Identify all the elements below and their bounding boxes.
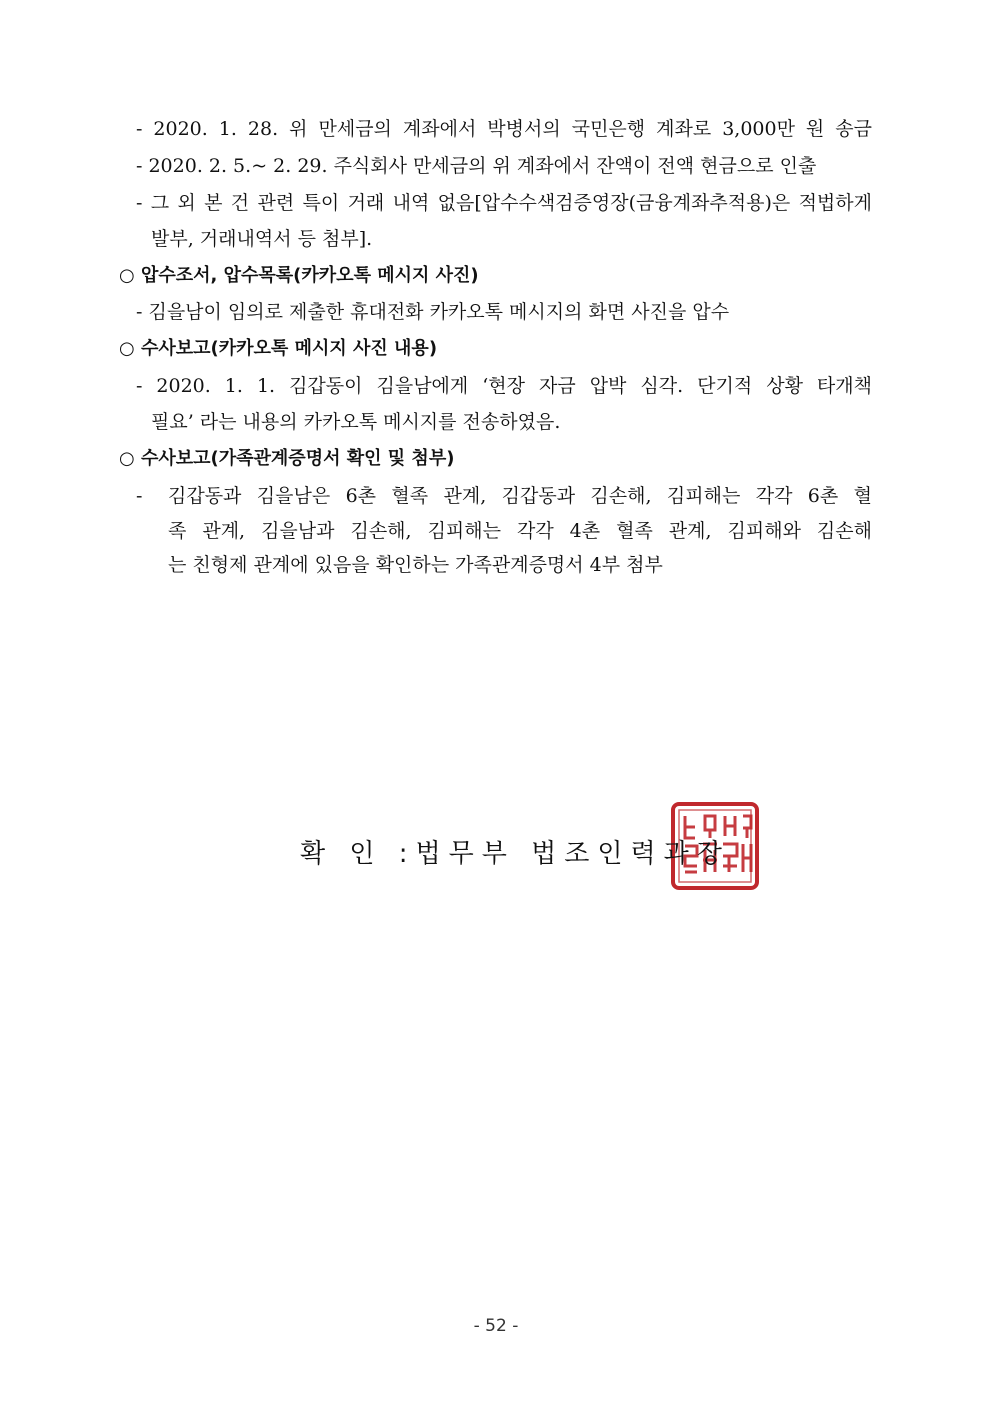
text-line-14: 는 친형제 관계에 있음을 확인하는 가족관계증명서 4부 첨부 [168, 554, 663, 576]
text-line-8: - 2020. 1. 1. 김갑동이 김을남에게 ‘현장 자금 압박 심각. 단기적 상황 타개책 [136, 375, 872, 397]
text-line-4: 발부, 거래내역서 등 첨부]. [151, 228, 373, 250]
text-line-2: - 2020. 2. 5.~ 2. 29. 주식회사 만세금의 위 계좌에서 잔액이 전액 현금으로 인출 [136, 155, 817, 177]
section-heading-family-report: ○ 수사보고(가족관계증명서 확인 및 첨부) [119, 448, 455, 469]
list-dash: - [136, 485, 143, 507]
section-heading-seizure: ○ 압수조서, 압수목록(카카오톡 메시지 사진) [119, 265, 479, 286]
text-line-6: - 김을남이 임의로 제출한 휴대전화 카카오톡 메시지의 화면 사진을 압수 [136, 301, 730, 323]
section-heading-kakao-report: ○ 수사보고(카카오톡 메시지 사진 내용) [119, 338, 438, 359]
text-line-3: - 그 외 본 건 관련 특이 거래 내역 없음[압수수색검증영장(금융계좌추적용)은 적법하게 [136, 192, 872, 214]
page-number: - 52 - [473, 1316, 519, 1336]
text-line-13: 족 관계, 김을남과 김손해, 김피해는 각각 4촌 혈족 관계, 김피해와 김손해 [168, 520, 872, 542]
confirmation-line: 확 인 :법무부 법조인력과장 [300, 839, 730, 869]
text-line-9: 필요’ 라는 내용의 카카오톡 메시지를 전송하였음. [151, 411, 561, 433]
text-line-1: - 2020. 1. 28. 위 만세금의 계좌에서 박병서의 국민은행 계좌로 3,000만 원 송금 [136, 118, 872, 140]
text-line-12: 김갑동과 김을남은 6촌 혈족 관계, 김갑동과 김손해, 김피해는 각각 6촌 혈 [168, 485, 872, 507]
